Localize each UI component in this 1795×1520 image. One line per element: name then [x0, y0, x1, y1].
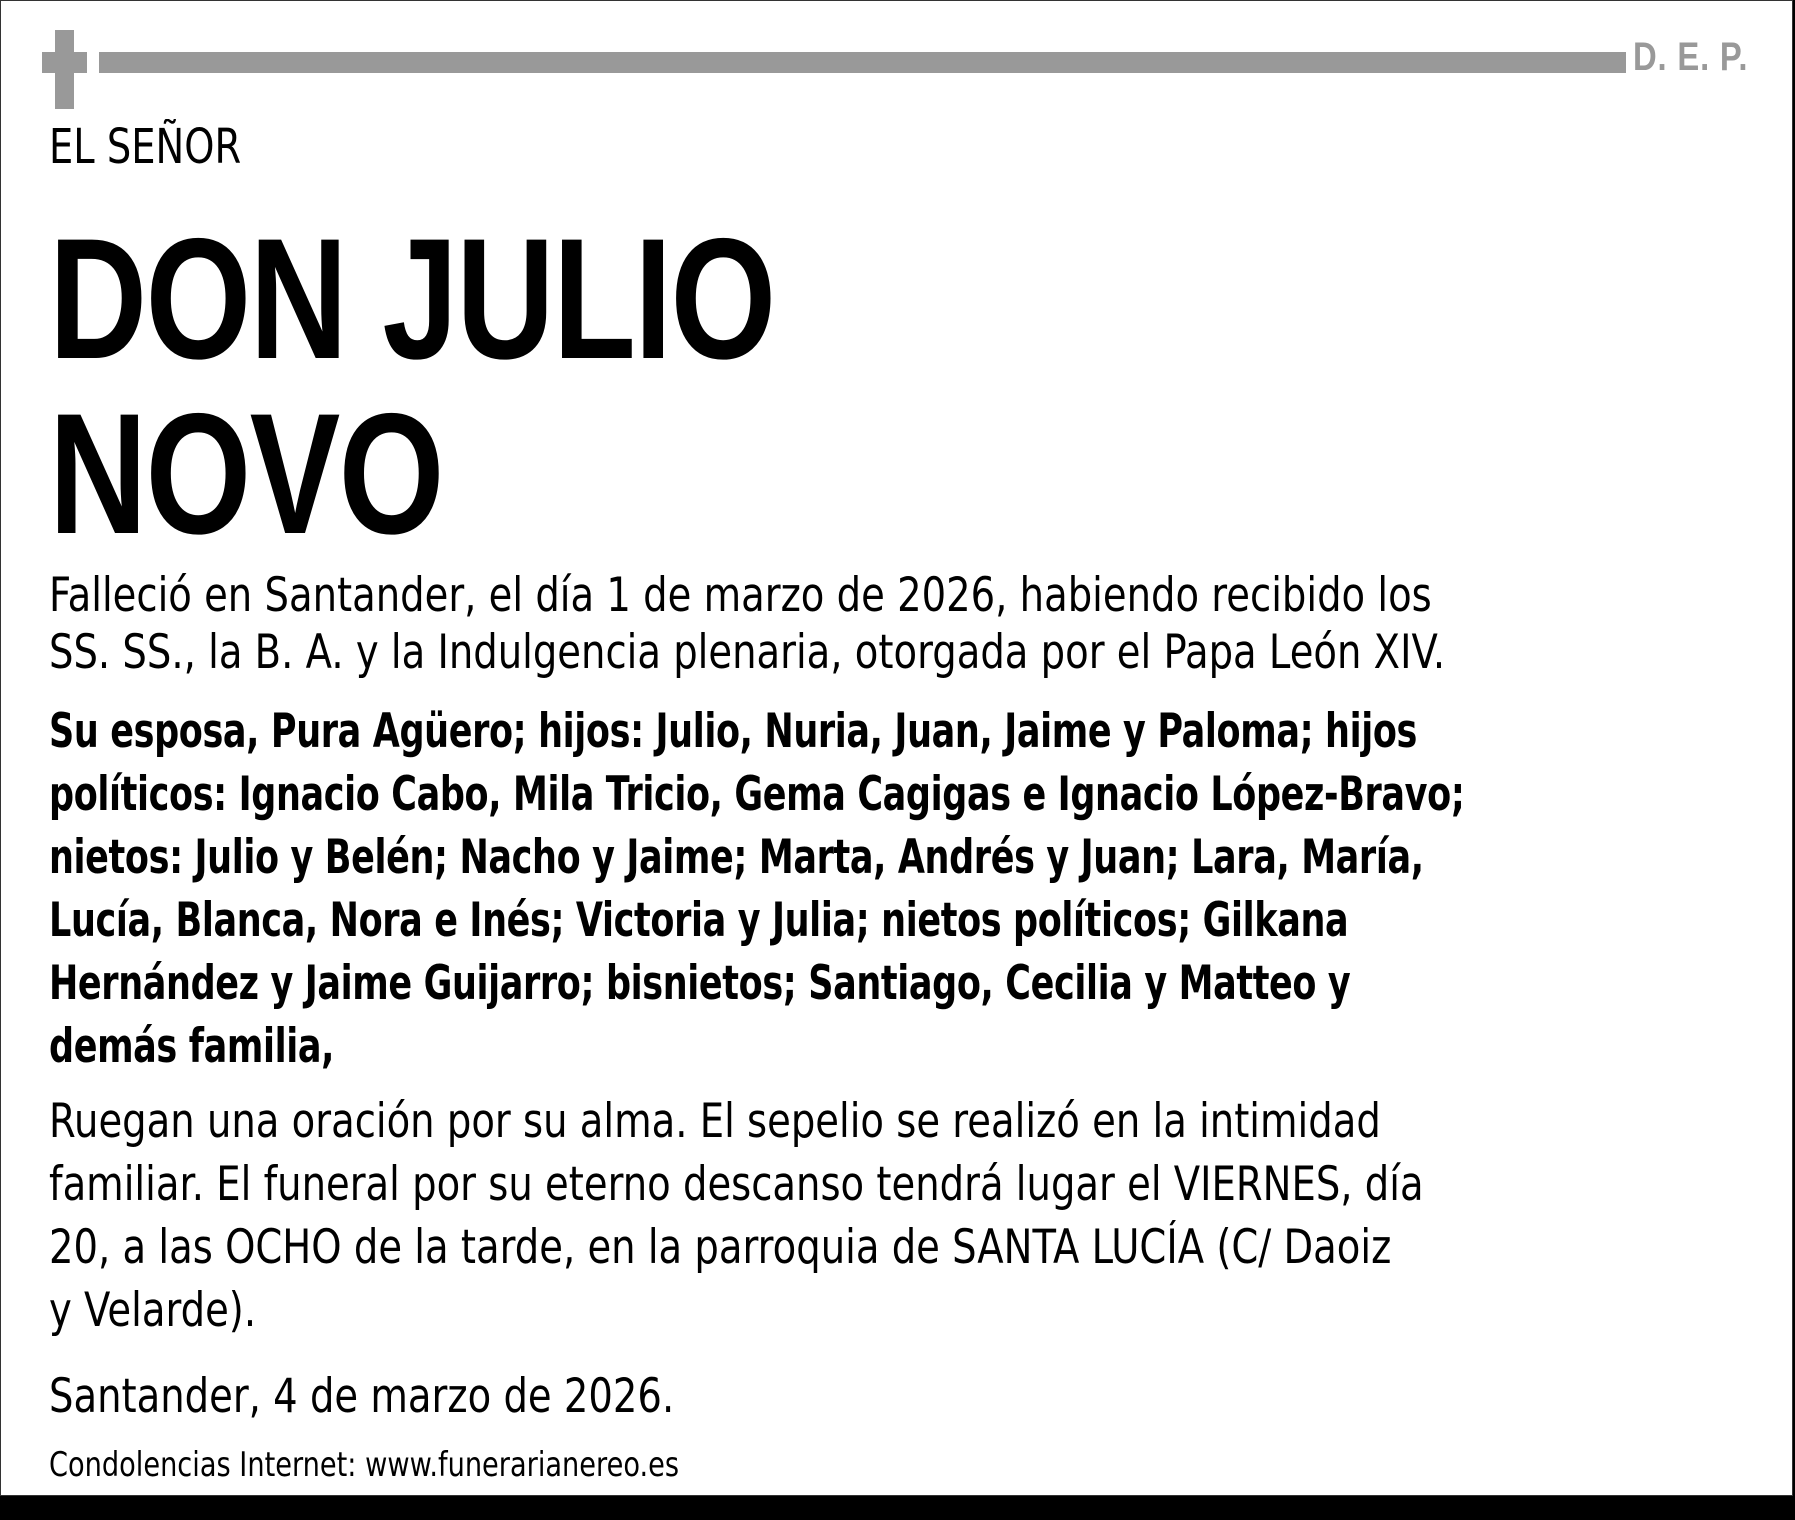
funeral-text: familiar. El funeral por su eterno descanso tendrá lugar el VIERNES, día	[49, 1157, 1424, 1212]
honorific: EL SEÑOR	[49, 119, 242, 175]
cross-icon	[42, 30, 87, 109]
name-line-2	[49, 378, 548, 570]
funeral-text: 20, a las OCHO de la tarde, en la parroquia de SANTA LUCÍA (C/ Daoiz	[49, 1220, 1392, 1275]
family-text: Su esposa, Pura Agüero; hijos: Julio, Nuria, Juan, Jaime y Paloma; hijos	[49, 704, 1418, 759]
death-paragraph-line	[49, 568, 1735, 623]
family-paragraph-line	[49, 830, 1795, 885]
family-text: nietos: Julio y Belén; Nacho y Jaime; Marta, Andrés y Juan; Lara, María,	[49, 830, 1424, 885]
family-text: políticos: Ignacio Cabo, Mila Tricio, Gema Cagigas e Ignacio López-Bravo;	[49, 767, 1465, 822]
family-paragraph-line	[49, 767, 1795, 822]
family-paragraph-line	[49, 893, 1793, 948]
deceased-name-line-1: DON JULIO	[49, 203, 775, 395]
family-paragraph-line	[49, 1019, 432, 1074]
bottom-frame-strip	[0, 1496, 1795, 1520]
header-rule	[99, 52, 1626, 73]
deceased-name-line-2: NOVO	[49, 378, 443, 570]
honorific-line	[49, 119, 289, 175]
family-text: demás familia,	[49, 1019, 335, 1074]
funeral-paragraph-line	[49, 1157, 1725, 1212]
place-date-line	[49, 1369, 811, 1424]
name-line-1	[49, 203, 968, 395]
family-text: Lucía, Blanca, Nora e Inés; Victoria y Julia; nietos políticos; Gilkana	[49, 893, 1349, 948]
condolences-line	[49, 1445, 837, 1485]
death-text: SS. SS., la B. A. y la Indulgencia plenaria, otorgada por el Papa León XIV.	[49, 625, 1446, 680]
place-date: Santander, 4 de marzo de 2026.	[49, 1369, 675, 1424]
family-paragraph-line	[49, 956, 1795, 1011]
funeral-paragraph-line	[49, 1094, 1673, 1149]
funeral-text: y Velarde).	[49, 1283, 257, 1338]
dep-label: D. E. P.	[1633, 35, 1749, 79]
death-text: Falleció en Santander, el día 1 de marzo de 2026, habiendo recibido los	[49, 568, 1432, 623]
condolences-text: Condolencias Internet: www.funerarianereo.es	[49, 1445, 680, 1485]
death-paragraph-line	[49, 625, 1752, 680]
family-paragraph-line	[49, 704, 1795, 759]
funeral-text: Ruegan una oración por su alma. El sepelio se realizó en la intimidad	[49, 1094, 1381, 1149]
family-text: Hernández y Jaime Guijarro; bisnietos; Santiago, Cecilia y Matteo y	[49, 956, 1351, 1011]
funeral-paragraph-line	[49, 1220, 1686, 1275]
funeral-paragraph-line	[49, 1283, 302, 1338]
